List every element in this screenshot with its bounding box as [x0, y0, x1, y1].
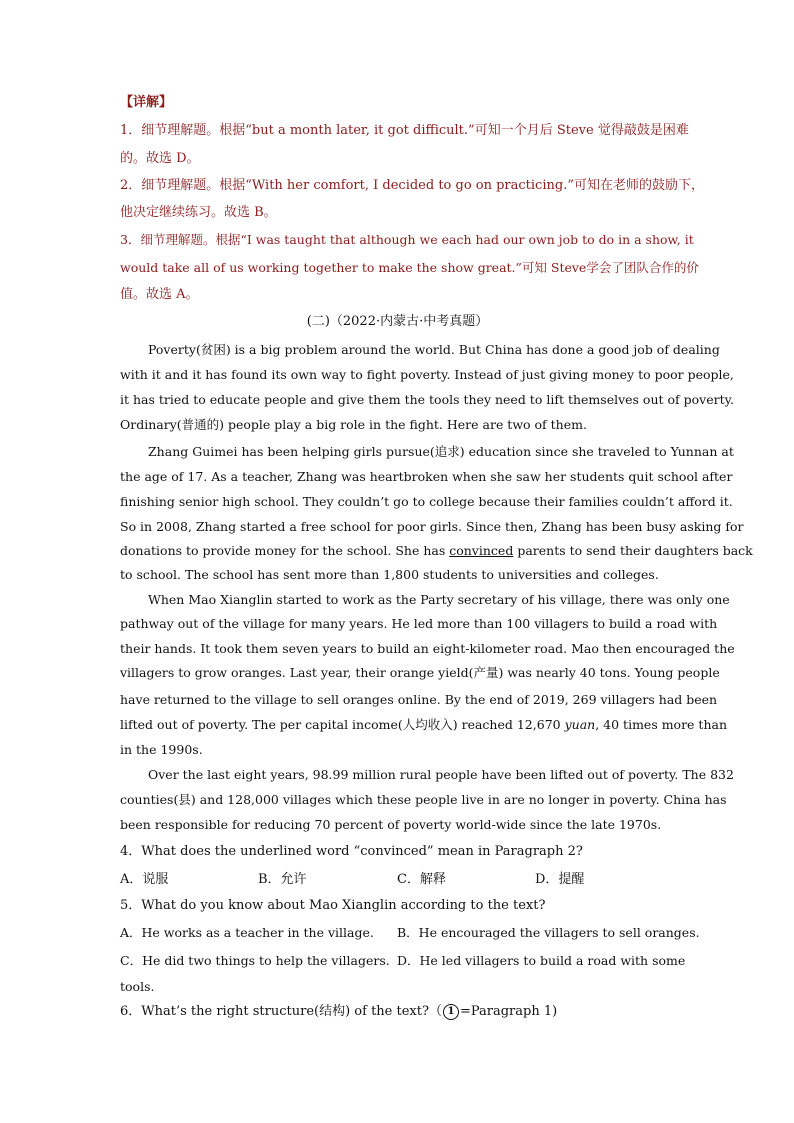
q4-option-d[interactable]: D．提醒 [535, 872, 585, 887]
passage-p3-line-7: in the 1990s. [120, 742, 203, 757]
underlined-word-convinced: convinced [449, 543, 514, 558]
passage-p3-line-6-text: lifted out of poverty. The per capital income(人均收入) reached 12,670 [120, 717, 561, 732]
passage-p4-line-3: been responsible for reducing 70 percent of poverty world-wide since the late 1970s. [120, 817, 662, 832]
q4-option-b[interactable]: B．允许 [258, 872, 307, 887]
section-title: (二)（2022·内蒙古·中考真题） [306, 314, 489, 329]
q5-option-d-continued: tools. [120, 979, 155, 994]
italic-word-yuan: yuan [564, 717, 596, 732]
explanation-item-3-line-3: 值。故选 A。 [120, 287, 199, 302]
passage-p3-line-1: When Mao Xianglin started to work as the Party secretary of his village, there was only one [148, 592, 730, 607]
explanation-heading: 【详解】 [120, 95, 173, 110]
q5-option-a[interactable]: A．He works as a teacher in the village. [120, 925, 374, 940]
q4-option-a[interactable]: A．说服 [120, 872, 169, 887]
passage-p2-line-3: finishing senior high school. They couldn’t go to college because their families couldn’t afford it. [120, 494, 733, 509]
passage-p2-line-6: to school. The school has sent more than 1,800 students to universities and colleges. [120, 567, 659, 582]
passage-p2-line-4: So in 2008, Zhang started a free school for poor girls. Since then, Zhang has been busy asking for [120, 519, 744, 534]
explanation-item-3-line-1: 3．细节理解题。根据“I was taught that although we each had our own job to do in a show, it [120, 232, 694, 247]
passage-p3-line-2: pathway out of the village for many years. He led more than 100 villagers to build a road with [120, 616, 718, 631]
passage-p2-line-5-text: donations to provide money for the school. She has [120, 543, 446, 558]
passage-p3-line-6 [120, 716, 727, 734]
explanation-item-3-line-2: would take all of us working together to make the show great.”可知 Steve学会了团队合作的价 [120, 260, 699, 275]
passage-p3-line-3: their hands. It took them seven years to build an eight-kilometer road. Mao then encouraged the [120, 641, 735, 656]
passage-p4-line-1: Over the last eight years, 98.99 million rural people have been lifted out of poverty. The 832 [148, 767, 734, 782]
question-6-suffix: =Paragraph 1) [459, 1004, 558, 1019]
passage-p2-line-1: Zhang Guimei has been helping girls pursue(追求) education since she traveled to Yunnan at [148, 444, 734, 459]
passage-p3-line-4: villagers to grow oranges. Last year, their orange yield(产量) was nearly 40 tons. Young people [120, 665, 720, 680]
passage-p1-line-2: with it and it has found its own way to fight poverty. Instead of just giving money to poor people, [120, 367, 734, 382]
question-5: 5．What do you know about Mao Xianglin according to the text? [120, 898, 546, 913]
q4-option-c[interactable]: C．解释 [397, 872, 446, 887]
passage-p1-line-1: Poverty(贫困) is a big problem around the world. But China has done a good job of dealing [148, 342, 720, 357]
passage-p4-line-2: counties(县) and 128,000 villages which these people live in are no longer in poverty. China has [120, 792, 727, 807]
explanation-item-1-line-2: 的。故选 D。 [120, 151, 200, 166]
question-6-prefix: 6．What’s the right structure(结构) of the text?（ [120, 1004, 442, 1019]
passage-p1-line-4: Ordinary(普通的) people play a big role in the fight. Here are two of them. [120, 417, 587, 432]
question-4: 4．What does the underlined word “convinced” mean in Paragraph 2? [120, 844, 583, 859]
passage-p2-line-5 [120, 542, 753, 560]
question-6 [120, 1003, 557, 1021]
explanation-item-1-line-1: 1．细节理解题。根据“but a month later, it got difficult.”可知一个月后 Steve 觉得敲鼓是困难 [120, 123, 689, 138]
circled-number-1: 1 [443, 1004, 459, 1020]
passage-p3-line-5: have returned to the village to sell oranges online. By the end of 2019, 269 villagers had been [120, 692, 718, 707]
passage-p2-line-2: the age of 17. As a teacher, Zhang was heartbroken when she saw her students quit school after [120, 469, 733, 484]
q5-option-d[interactable]: D．He led villagers to build a road with some [397, 953, 686, 968]
explanation-item-2-line-1: 2．细节理解题。根据“With her comfort, I decided to go on practicing.”可知在老师的鼓励下， [120, 178, 704, 193]
passage-p2-line-5-text-end: parents to send their daughters back [517, 543, 753, 558]
explanation-item-2-line-2: 他决定继续练习。故选 B。 [120, 205, 277, 220]
passage-p3-line-6-text-end: , 40 times more than [595, 717, 728, 732]
q5-option-c[interactable]: C．He did two things to help the villagers. [120, 953, 390, 968]
q5-option-b[interactable]: B．He encouraged the villagers to sell oranges. [397, 925, 700, 940]
passage-p1-line-3: it has tried to educate people and give them the tools they need to lift themselves out of poverty. [120, 392, 734, 407]
